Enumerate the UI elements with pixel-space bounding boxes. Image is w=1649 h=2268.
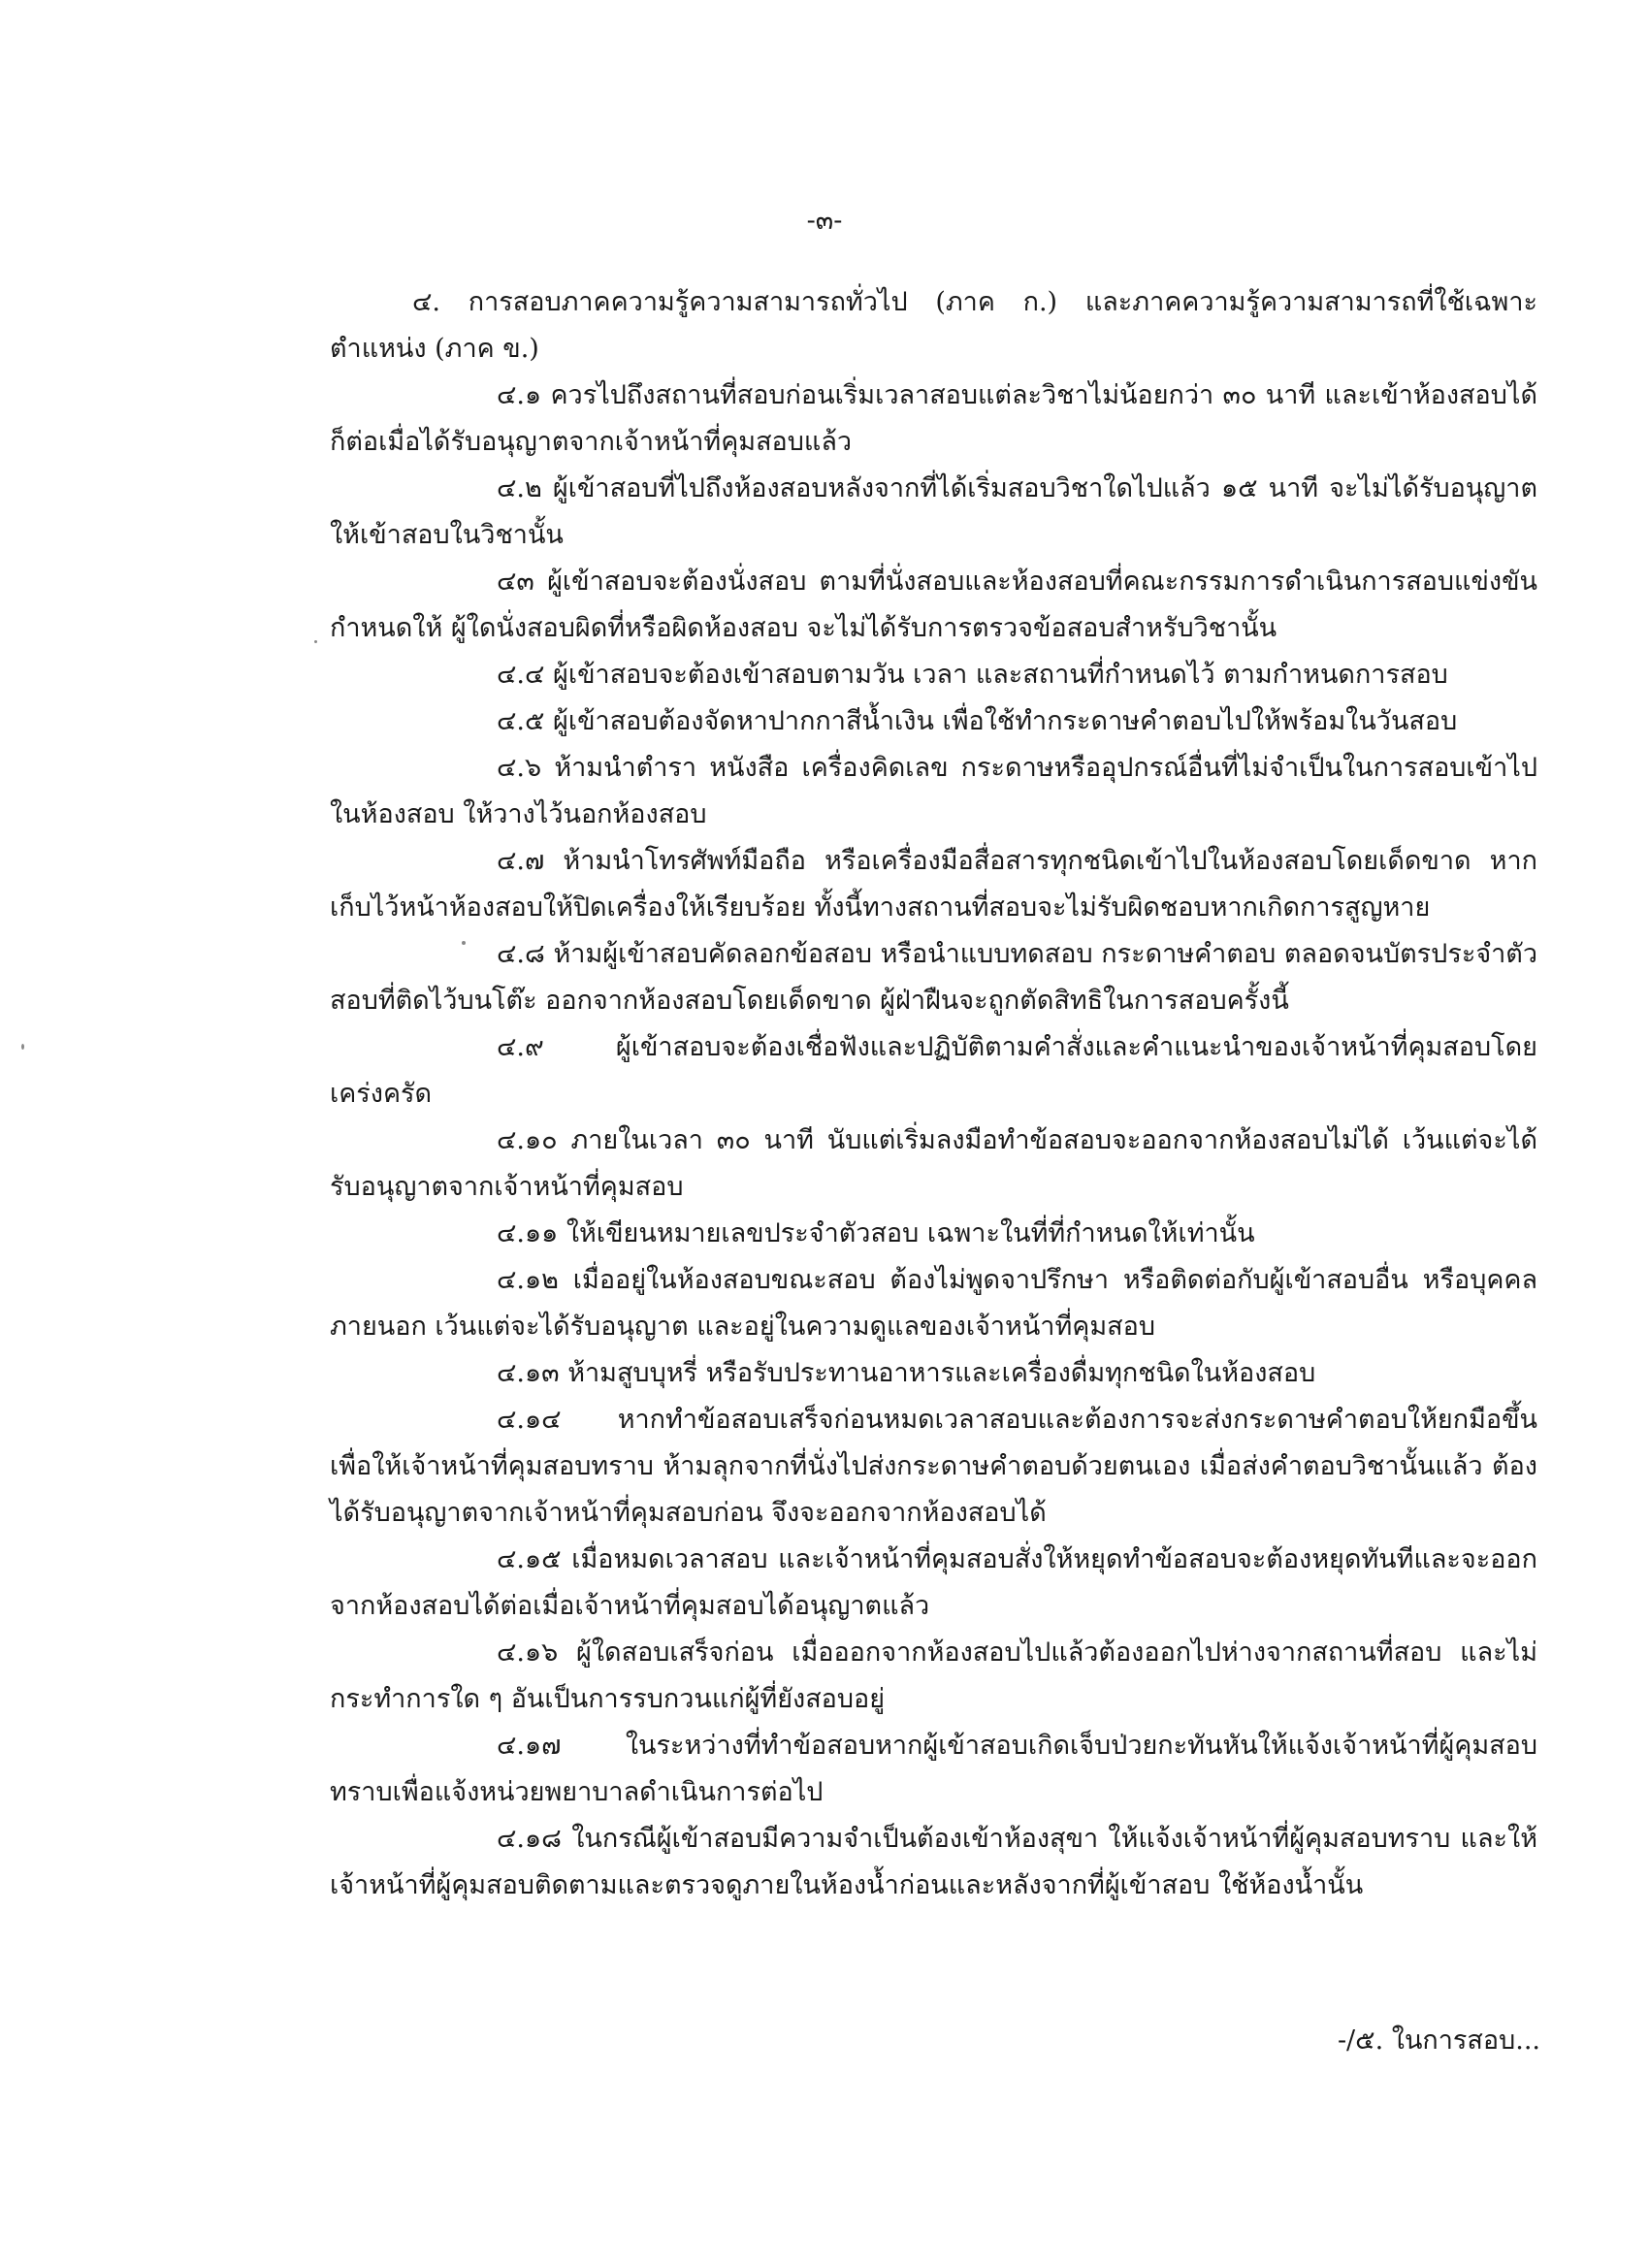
rule-item-4-18: ๔.๑๘ ในกรณีผู้เข้าสอบมีความจำเป็นต้องเข้าห้องสุขา ให้แจ้งเจ้าหน้าที่ผู้คุมสอบทราบ และให้เจ้าหน้าที่ผู้คุมสอบติดตามและตรวจดูภายในห้องน้ำก่อนและหลังจากที่ผู้เข้าสอบ ใช้ห้องน้ำนั้น [330,1824,1537,1900]
rule-item-4-9: ๔.๙ ผู้เข้าสอบจะต้องเชื่อฟังและปฏิบัติตามคำสั่งและคำแนะนำของเจ้าหน้าที่คุมสอบโดยเคร่งครัด [330,1032,1537,1109]
rule-item-4-3: ๔๓ ผู้เข้าสอบจะต้องนั่งสอบ ตามที่นั่งสอบและห้องสอบที่คณะกรรมการดำเนินการสอบแข่งขันกำหนดให้ ผู้ใดนั่งสอบผิดที่หรือผิดห้องสอบ จะไม่ได้รับการตรวจข้อสอบสำหรับวิชานั้น [330,567,1537,643]
continuation-marker: -/๕. ในการสอบ... [1337,2025,1540,2056]
page-number: -๓- [806,206,843,236]
scan-speck [314,640,317,643]
scan-speck [462,941,466,945]
rule-item-4-16: ๔.๑๖ ผู้ใดสอบเสร็จก่อน เมื่อออกจากห้องสอบไปแล้วต้องออกไปห่างจากสถานที่สอบ และไม่กระทำการใด ๆ อันเป็นการรบกวนแก่ผู้ที่ยังสอบอยู่ [330,1637,1537,1714]
rule-item-4-17: ๔.๑๗ ในระหว่างที่ทำข้อสอบหากผู้เข้าสอบเกิดเจ็บป่วยกะทันหันให้แจ้งเจ้าหน้าที่ผู้คุมสอบทราบเพื่อแจ้งหน่วยพยาบาลดำเนินการต่อไป [330,1731,1537,1807]
document-body [330,279,1537,1909]
rule-item-4-12: ๔.๑๒ เมื่ออยู่ในห้องสอบขณะสอบ ต้องไม่พูดจาปรึกษา หรือติดต่อกับผู้เข้าสอบอื่น หรือบุคคลภายนอก เว้นแต่จะได้รับอนุญาต และอยู่ในความดูแลของเจ้าหน้าที่คุมสอบ [330,1265,1537,1342]
section-heading: ๔. การสอบภาคความรู้ความสามารถทั่วไป (ภาค ก.) และภาคความรู้ความสามารถที่ใช้เฉพาะตำแหน่ง (ภาค ข.) [330,287,1537,364]
rule-item-4-2: ๔.๒ ผู้เข้าสอบที่ไปถึงห้องสอบหลังจากที่ได้เริ่มสอบวิชาใดไปแล้ว ๑๕ นาที จะไม่ได้รับอนุญาตให้เข้าสอบในวิชานั้น [330,473,1537,550]
rule-item-4-6: ๔.๖ ห้ามนำตำรา หนังสือ เครื่องคิดเลข กระดาษหรืออุปกรณ์อื่นที่ไม่จำเป็นในการสอบเข้าไปในห้องสอบ ให้วางไว้นอกห้องสอบ [330,753,1537,829]
scan-speck [21,1044,24,1050]
rule-item-4-15: ๔.๑๕ เมื่อหมดเวลาสอบ และเจ้าหน้าที่คุมสอบสั่งให้หยุดทำข้อสอบจะต้องหยุดทันทีและจะออกจากห้องสอบได้ต่อเมื่อเจ้าหน้าที่คุมสอบได้อนุญาตแล้ว [330,1544,1537,1621]
rule-item-4-1: ๔.๑ ควรไปถึงสถานที่สอบก่อนเริ่มเวลาสอบแต่ละวิชาไม่น้อยกว่า ๓๐ นาที และเข้าห้องสอบได้ก็ต่อเมื่อได้รับอนุญาตจากเจ้าหน้าที่คุมสอบแล้ว [330,380,1537,457]
rule-item-4-14: ๔.๑๔ หากทำข้อสอบเสร็จก่อนหมดเวลาสอบและต้องการจะส่งกระดาษคำตอบให้ยกมือขึ้น เพื่อให้เจ้าหน้าที่คุมสอบทราบ ห้ามลุกจากที่นั่งไปส่งกระดาษคำตอบด้วยตนเอง เมื่อส่งคำตอบวิชานั้นแล้ว ต้องได้รับอนุญาตจากเจ้าหน้าที่คุมสอบก่อน จึงจะออกจากห้องสอบได้ [330,1405,1537,1528]
rule-item-4-4: ๔.๔ ผู้เข้าสอบจะต้องเข้าสอบตามวัน เวลา และสถานที่กำหนดไว้ ตามกำหนดการสอบ [497,660,1448,690]
rule-item-4-7: ๔.๗ ห้ามนำโทรศัพท์มือถือ หรือเครื่องมือสื่อสารทุกชนิดเข้าไปในห้องสอบโดยเด็ดขาด หากเก็บไว้หน้าห้องสอบให้ปิดเครื่องให้เรียบร้อย ทั้งนี้ทางสถานที่สอบจะไม่รับผิดชอบหากเกิดการสูญหาย [330,846,1537,923]
rule-item-4-11: ๔.๑๑ ให้เขียนหมายเลขประจำตัวสอบ เฉพาะในที่ที่กำหนดให้เท่านั้น [497,1218,1255,1248]
rule-item-4-5: ๔.๕ ผู้เข้าสอบต้องจัดหาปากกาสีน้ำเงิน เพื่อใช้ทำกระดาษคำตอบไปให้พร้อมในวันสอบ [497,706,1458,736]
rule-item-4-10: ๔.๑๐ ภายในเวลา ๓๐ นาที นับแต่เริ่มลงมือทำข้อสอบจะออกจากห้องสอบไม่ได้ เว้นแต่จะได้รับอนุญาตจากเจ้าหน้าที่คุมสอบ [330,1125,1537,1202]
rule-item-4-8: ๔.๘ ห้ามผู้เข้าสอบคัดลอกข้อสอบ หรือนำแบบทดสอบ กระดาษคำตอบ ตลอดจนบัตรประจำตัวสอบที่ติดไว้บนโต๊ะ ออกจากห้องสอบโดยเด็ดขาด ผู้ฝ่าฝืนจะถูกตัดสิทธิในการสอบครั้งนี้ [330,939,1537,1016]
rule-item-4-13: ๔.๑๓ ห้ามสูบบุหรี่ หรือรับประทานอาหารและเครื่องดื่มทุกชนิดในห้องสอบ [497,1358,1316,1388]
